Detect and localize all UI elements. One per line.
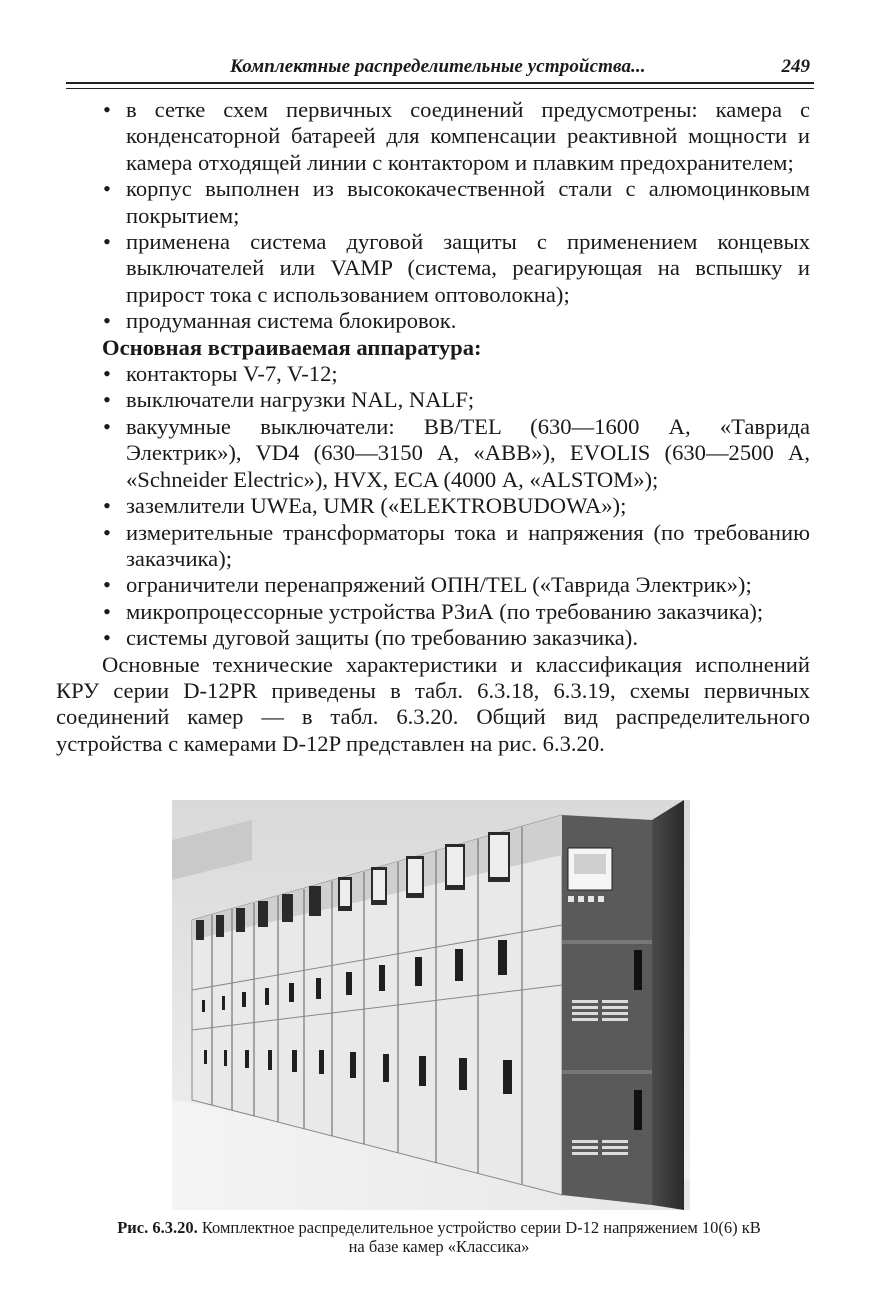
body-paragraph: Основные технические характеристики и классификация исполнений КРУ серии D-12PR приведены в табл. 6.3.18, 6.3.19, схемы первичных соединений камер — в табл. 6.3.20. Общий вид распределительного устройства с камерами D-12P представлен на рис. 6.3.20. [56,651,810,756]
list-item: • корпус выполнен из высококачественной стали с алюмоцинковым покрытием; [102,176,810,229]
list-item: • микропроцессорные устройства РЗиА (по требованию заказчика); [102,599,810,625]
list-item: • в сетке схем первичных соединений предусмотрены: камера с конденсаторной батареей для компенсации реактивной мощности и камера отходящей линии с контактором и плавким предохранителем; [102,97,810,176]
list-item: • продуманная система блокировок. [102,308,810,334]
equipment-list [102,361,810,651]
section-heading: Основная встраиваемая аппаратура: [102,334,482,360]
list-item: • заземлители UWEa, UMR («ELEKTROBUDOWA»); [102,493,810,519]
page-number: 249 [781,56,810,77]
list-item: • выключатели нагрузки NAL, NALF; [102,387,810,413]
running-header [62,54,814,82]
list-item: • применена система дуговой защиты с применением концевых выключателей или VAMP (система, реагирующая на вспышку и прирост тока с использованием оптоволокна); [102,229,810,308]
switchgear-photo [172,800,690,1210]
body-text [56,97,810,757]
list-item: • вакуумные выключатели: BB/TEL (630—1600 А, «Таврида Электрик»), VD4 (630—3150 А, «ABB»), EVOLIS (630—2500 А, «Schneider Electric»), HVX, ECA (4000 А, «ALSTOM»); [102,414,810,493]
figure-label: Рис. 6.3.20. [117,1218,198,1237]
figure-caption-line1: Комплектное распределительное устройство серии D-12 напряжением 10(6) кВ [201,1218,761,1237]
figure-caption-line2: на базе камер «Классика» [348,1237,530,1256]
running-header-title: Комплектные распределительные устройства... [230,56,646,77]
list-item: • контакторы V-7, V-12; [102,361,810,387]
header-rule-thin [66,88,814,89]
list-item: • измерительные трансформаторы тока и напряжения (по требованию заказчика); [102,520,810,573]
list-item: • ограничители перенапряжений ОПН/TEL («Таврида Электрик»); [102,572,810,598]
features-list [102,97,810,335]
list-item: • системы дуговой защиты (по требованию заказчика). [102,625,810,651]
header-rule-thick [66,82,814,84]
figure-caption [62,1218,816,1256]
